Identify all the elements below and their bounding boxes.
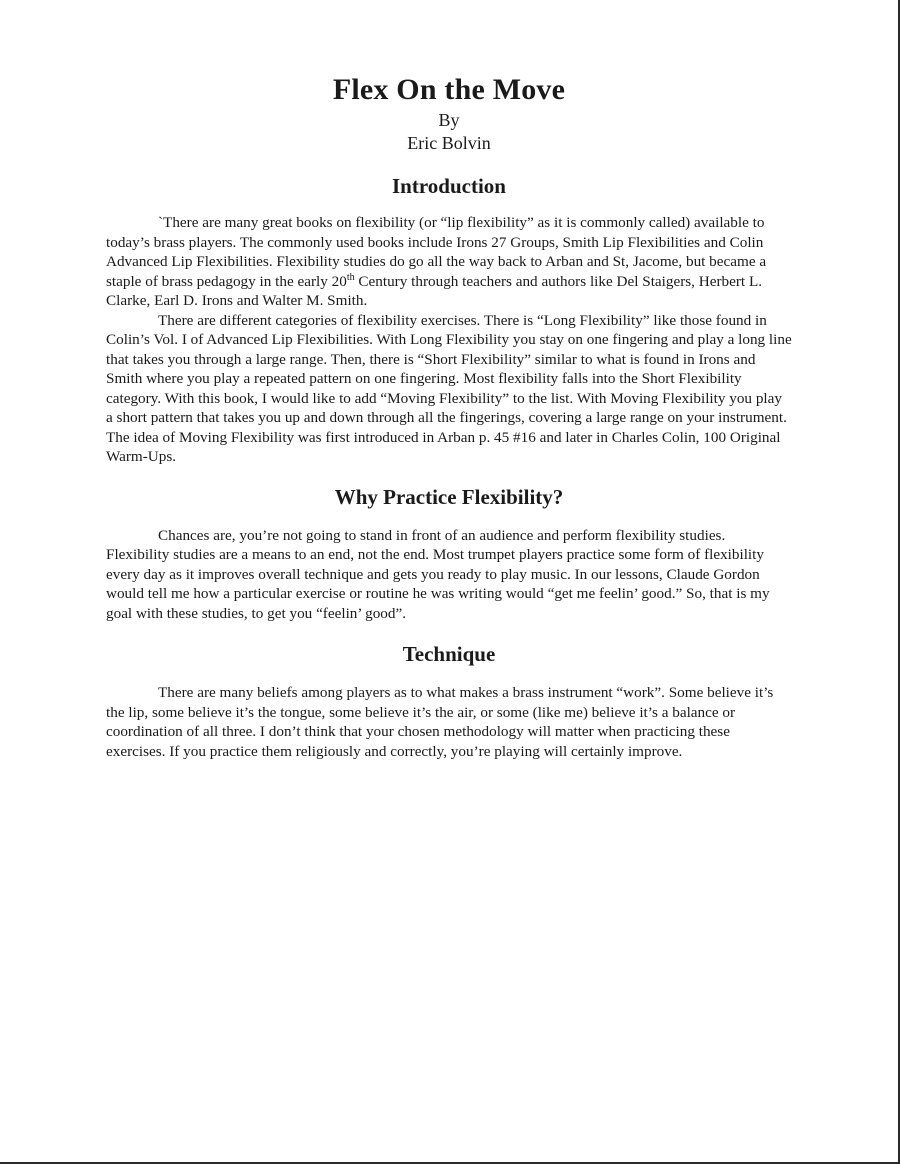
paragraph-technique-1: There are many beliefs among players as to what makes a brass instrument “work”. Some believe it’s the lip, some believe it’s the tongue, some believe it’s the air, or some (like me) believe it’s a balance or coordination of all three. I don’t think that your chosen methodology will matter when practicing these exercises. If you practice them religiously and correctly, you’re playing will certainly improve. <box>106 684 774 760</box>
paragraph-intro-1-text: `There are many great books on flexibility (or “lip flexibility” as it is commonly called) available to today’s brass players. The commonly used books include Irons 27 Groups, Smith Lip Flexibilities and Colin Advanced Lip Flexibilities. Flexibility studies do go all the way back to Arban and St, Jacome, but became a staple of brass pedagogy in the early 20 <box>106 214 767 290</box>
paragraph-intro-2: There are different categories of flexibility exercises. There is “Long Flexibility” like those found in Colin’s Vol. I of Advanced Lip Flexibilities. With Long Flexibility you stay on one fingering and play a long line that takes you through a large range. Then, there is “Short Flexibility” similar to what is found in Irons and Smith where you play a repeated pattern on one fingering. Most flexibility falls into the Short Flexibility category. With this book, I would like to add “Moving Flexibility” to the list. With Moving Flexibility you play a short pattern that takes you up and down through all the fingerings, covering a large range on your instrument. The idea of Moving Flexibility was first introduced in Arban p. 45 #16 and later in Charles Colin, 100 Original Warm-Ups. <box>106 311 792 465</box>
paragraph-why-1: Chances are, you’re not going to stand in front of an audience and perform flexibility studies. Flexibility studies are a means to an end, not the end. Most trumpet players practice some form of flexibility every day as it improves overall technique and gets you ready to play music. In our lessons, Claude Gordon would tell me how a particular exercise or routine he was writing would “get me feelin’ good.” So, that is my goal with these studies, to get you “feelin’ good”. <box>106 526 770 622</box>
section-heading-technique: Technique <box>402 642 496 666</box>
document-content <box>106 72 792 761</box>
byline-by: By <box>438 110 460 130</box>
author-name: Eric Bolvin <box>407 133 491 153</box>
paragraph-intro-1-text-cont: Century through teachers and authors like Del Staigers, Herbert L. Clarke, Earl D. Irons and Walter M. Smith. <box>106 272 763 309</box>
paragraph-intro-1 <box>106 213 792 311</box>
document-title: Flex On the Move <box>332 73 566 106</box>
ordinal-suffix: th <box>346 271 355 283</box>
section-heading-why-practice: Why Practice Flexibility? <box>334 484 564 509</box>
section-heading-introduction: Introduction <box>392 174 506 198</box>
